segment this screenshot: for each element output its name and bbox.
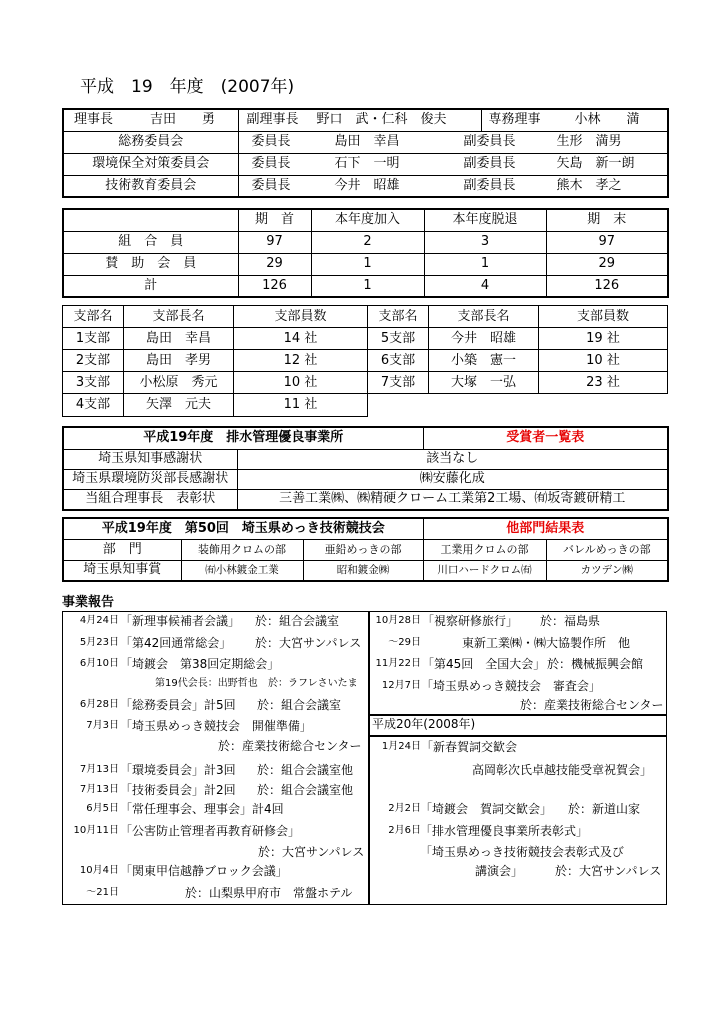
report-event: 「新春賀詞交歓会 bbox=[421, 740, 518, 754]
committee-row bbox=[63, 175, 668, 197]
membership-value: 97 bbox=[546, 231, 668, 253]
report-event-continued: 高岡彰次氏卓越技能受章祝賀会」 bbox=[472, 763, 653, 777]
executive-role: 専務理事 bbox=[488, 112, 541, 128]
chair-name: 吉田 勇 bbox=[150, 112, 216, 128]
vice-chair-names: 野口 武・仁科 俊夫 bbox=[316, 112, 447, 128]
branch-header: 支部名 bbox=[368, 306, 429, 328]
report-date: 2月6日 bbox=[388, 825, 421, 836]
committee-name: 技術教育委員会 bbox=[63, 175, 238, 197]
report-event: 「環境委員会」計3回 bbox=[120, 763, 236, 777]
competition-winners-row bbox=[63, 560, 668, 581]
committee-chair: 島田 幸昌 bbox=[334, 134, 400, 149]
report-place: 於：組合会議室他 bbox=[257, 783, 354, 797]
membership-total-row bbox=[63, 275, 668, 297]
membership-value: 3 bbox=[424, 231, 546, 253]
report-date: 1月24日 bbox=[381, 741, 421, 752]
report-place: 於：産業技術総合センター bbox=[520, 698, 664, 712]
branch-name: 5支部 bbox=[368, 328, 429, 350]
report-heading: 事業報告 bbox=[62, 595, 115, 610]
branch-leader: 小築 憲一 bbox=[429, 350, 539, 372]
membership-header: 本年度加入 bbox=[311, 209, 424, 231]
award-name: 当組合理事長 表彰状 bbox=[63, 489, 237, 510]
membership-table bbox=[62, 208, 669, 298]
competition-subtitle: 他部門結果表 bbox=[423, 518, 668, 539]
membership-header: 期 首 bbox=[238, 209, 311, 231]
report-date: 6月5日 bbox=[86, 803, 119, 814]
report-date: 7月3日 bbox=[86, 720, 119, 731]
division-name: 装飾用クロムの部 bbox=[181, 539, 303, 560]
report-place: 於：組合会議室 bbox=[255, 614, 340, 628]
membership-label: 組 合 員 bbox=[63, 231, 238, 253]
report-place: 於：大宮サンパレス bbox=[258, 845, 365, 859]
branches-table bbox=[62, 305, 668, 417]
report-event: 「総務委員会」計5回 bbox=[120, 698, 236, 712]
page-title: 平成 19 年度 (2007年) bbox=[80, 77, 295, 97]
membership-value: 29 bbox=[546, 253, 668, 275]
report-event: 「第45回 全国大会」 bbox=[422, 657, 546, 671]
branch-row bbox=[63, 350, 668, 372]
branch-leader: 島田 孝男 bbox=[124, 350, 234, 372]
committee-chair: 石下 一明 bbox=[334, 156, 400, 171]
report-event: 「関東甲信越静ブロック会議」 bbox=[120, 864, 288, 878]
report-visit-companies: 東新工業㈱・㈱大協製作所 他 bbox=[462, 636, 631, 650]
branch-leader: 小松原 秀元 bbox=[124, 372, 234, 394]
vice-chair-cell bbox=[238, 109, 481, 131]
report-event: 「視察研修旅行」 bbox=[422, 614, 519, 628]
report-date-end: ～21日 bbox=[86, 887, 119, 898]
branch-row bbox=[63, 328, 668, 350]
executive-name: 小林 満 bbox=[574, 112, 640, 128]
awards-title: 平成19年度 排水管理優良事業所 bbox=[63, 427, 423, 449]
report-date: 10月11日 bbox=[73, 825, 119, 836]
report-date-end: ～29日 bbox=[388, 637, 421, 648]
report-event-continued: 「埼玉県めっき技術競技会表彰式及び bbox=[420, 845, 624, 859]
branch-name: 4支部 bbox=[63, 394, 124, 417]
winner-name: ㈲小林鍍金工業 bbox=[181, 560, 303, 581]
competition-header-row bbox=[63, 518, 668, 539]
report-year-header: 平成20年(2008年) bbox=[372, 717, 476, 731]
award-row bbox=[63, 489, 668, 510]
branch-leader: 今井 昭雄 bbox=[429, 328, 539, 350]
committee-members bbox=[238, 175, 668, 197]
division-name: 亜鉛めっきの部 bbox=[303, 539, 423, 560]
branch-header: 支部員数 bbox=[539, 306, 668, 328]
report-subnote: 第19代会長：出野哲也 bbox=[155, 678, 258, 689]
branch-header: 支部名 bbox=[63, 306, 124, 328]
committee-chair: 今井 昭雄 bbox=[334, 177, 400, 193]
branch-count: 19 社 bbox=[539, 328, 668, 350]
committee-vice: 生形 満男 bbox=[556, 134, 622, 149]
report-place: 於：大宮サンパレス bbox=[255, 636, 362, 650]
membership-header-blank bbox=[63, 209, 238, 231]
membership-value: 1 bbox=[424, 253, 546, 275]
report-place: 於：新道山家 bbox=[568, 802, 641, 816]
award-recipient: 三善工業㈱、㈱精硬クローム工業第2工場、㈲坂寄鍍研精工 bbox=[237, 489, 668, 510]
awards-header-row bbox=[63, 427, 668, 449]
competition-title: 平成19年度 第50回 埼玉県めっき技術競技会 bbox=[63, 518, 423, 539]
committee-chair-role: 委員長 bbox=[251, 156, 291, 171]
branch-header: 支部長名 bbox=[124, 306, 234, 328]
committee-members bbox=[238, 153, 668, 175]
committee-vice: 熊木 孝之 bbox=[556, 177, 622, 193]
competition-divisions-row bbox=[63, 539, 668, 560]
report-date: 7月13日 bbox=[79, 784, 119, 795]
membership-header-row bbox=[63, 209, 668, 231]
membership-value: 2 bbox=[311, 231, 424, 253]
branch-leader: 大塚 一弘 bbox=[429, 372, 539, 394]
report-event: 「常任理事会、理事会」計4回 bbox=[120, 802, 284, 816]
membership-value: 1 bbox=[311, 275, 424, 297]
report-year-divider-bottom bbox=[368, 735, 667, 737]
award-row bbox=[63, 469, 668, 489]
committee-name: 総務委員会 bbox=[63, 131, 238, 153]
winner-name: 川口ハードクロム㈲ bbox=[423, 560, 546, 581]
branch-name: 1支部 bbox=[63, 328, 124, 350]
branch-name: 3支部 bbox=[63, 372, 124, 394]
report-date: 6月10日 bbox=[79, 658, 119, 669]
membership-value: 4 bbox=[424, 275, 546, 297]
committee-members bbox=[238, 131, 668, 153]
report-place: 於：福島県 bbox=[540, 614, 601, 628]
committee-row bbox=[63, 153, 668, 175]
award-recipient: 該当なし bbox=[237, 449, 668, 469]
membership-header: 本年度脱退 bbox=[424, 209, 546, 231]
report-place: 於：機械振興会館 bbox=[547, 657, 644, 671]
committee-vice-role: 副委員長 bbox=[463, 177, 516, 193]
branch-header: 支部員数 bbox=[234, 306, 368, 328]
awards-subtitle: 受賞者一覧表 bbox=[423, 427, 668, 449]
membership-value: 97 bbox=[238, 231, 311, 253]
report-place: 於：ラフレさいたま bbox=[268, 678, 358, 689]
report-place: 於：組合会議室 bbox=[257, 698, 342, 712]
report-event-continued: 講演会」 bbox=[475, 864, 524, 878]
committee-vice: 矢島 新一朗 bbox=[556, 156, 635, 171]
officers-row bbox=[63, 109, 668, 131]
report-date: 5月23日 bbox=[79, 637, 119, 648]
report-date: 2月2日 bbox=[388, 803, 421, 814]
prize-name: 埼玉県知事賞 bbox=[63, 560, 181, 581]
report-event: 「第42回通常総会」 bbox=[120, 636, 232, 650]
branch-empty-cell bbox=[368, 394, 668, 417]
report-date: 12月7日 bbox=[381, 680, 421, 691]
chair-cell bbox=[63, 109, 238, 131]
vice-chair-role: 副理事長 bbox=[246, 112, 299, 128]
awards-table bbox=[62, 426, 669, 511]
award-name: 埼玉県知事感謝状 bbox=[63, 449, 237, 469]
branch-leader: 矢澤 元夫 bbox=[124, 394, 234, 417]
report-date: 10月28日 bbox=[375, 615, 421, 626]
branch-count: 14 社 bbox=[234, 328, 368, 350]
committee-row bbox=[63, 131, 668, 153]
executive-cell bbox=[481, 109, 668, 131]
membership-header: 期 末 bbox=[546, 209, 668, 231]
report-date: 7月13日 bbox=[79, 764, 119, 775]
membership-value: 29 bbox=[238, 253, 311, 275]
competition-table bbox=[62, 517, 669, 582]
membership-label: 計 bbox=[63, 275, 238, 297]
report-event: 「技術委員会」計2回 bbox=[120, 783, 236, 797]
membership-row bbox=[63, 231, 668, 253]
branch-row bbox=[63, 394, 668, 417]
report-date: 6月28日 bbox=[79, 699, 119, 710]
branch-count: 23 社 bbox=[539, 372, 668, 394]
award-row bbox=[63, 449, 668, 469]
branch-header: 支部長名 bbox=[429, 306, 539, 328]
branch-name: 2支部 bbox=[63, 350, 124, 372]
membership-value: 1 bbox=[311, 253, 424, 275]
award-recipient: ㈱安藤化成 bbox=[237, 469, 668, 489]
report-date: 4月24日 bbox=[79, 615, 119, 626]
award-name: 埼玉県環境防災部長感謝状 bbox=[63, 469, 237, 489]
membership-row bbox=[63, 253, 668, 275]
report-event: 「排水管理優良事業所表彰式」 bbox=[420, 824, 589, 838]
membership-value: 126 bbox=[238, 275, 311, 297]
branch-name: 7支部 bbox=[368, 372, 429, 394]
report-event: 「埼玉県めっき競技会 開催準備」 bbox=[120, 719, 312, 733]
branches-header-row bbox=[63, 306, 668, 328]
report-date: 11月22日 bbox=[375, 658, 421, 669]
committee-name: 環境保全対策委員会 bbox=[63, 153, 238, 175]
winner-name: 昭和鍍金㈱ bbox=[303, 560, 423, 581]
branch-count: 12 社 bbox=[234, 350, 368, 372]
division-label: 部 門 bbox=[63, 539, 181, 560]
report-date: 10月4日 bbox=[79, 865, 119, 876]
division-name: 工業用クロムの部 bbox=[423, 539, 546, 560]
report-event: 「埼鍍会 第38回定期総会」 bbox=[120, 657, 280, 671]
chair-role: 理事長 bbox=[74, 112, 114, 128]
report-place: 於：組合会議室他 bbox=[257, 763, 354, 777]
committee-vice-role: 副委員長 bbox=[463, 134, 516, 149]
membership-value: 126 bbox=[546, 275, 668, 297]
branch-count: 10 社 bbox=[234, 372, 368, 394]
branch-count: 10 社 bbox=[539, 350, 668, 372]
report-place: 於：大宮サンパレス bbox=[555, 864, 662, 878]
membership-label: 賛 助 会 員 bbox=[63, 253, 238, 275]
report-place: 於：山梨県甲府市 常盤ホテル bbox=[185, 886, 353, 900]
committee-vice-role: 副委員長 bbox=[463, 156, 516, 171]
report-event: 「公害防止管理者再教育研修会」 bbox=[120, 824, 301, 838]
committee-chair-role: 委員長 bbox=[251, 134, 291, 149]
report-event: 「新理事候補者会議」 bbox=[120, 614, 241, 628]
branch-leader: 島田 幸昌 bbox=[124, 328, 234, 350]
report-event: 「埼玉県めっき競技会 審査会」 bbox=[421, 679, 601, 693]
committee-chair-role: 委員長 bbox=[251, 177, 291, 193]
branch-row bbox=[63, 372, 668, 394]
division-name: バレルめっきの部 bbox=[546, 539, 668, 560]
branch-count: 11 社 bbox=[234, 394, 368, 417]
report-event: 「埼鍍会 賀詞交歓会」 bbox=[420, 802, 553, 816]
branch-name: 6支部 bbox=[368, 350, 429, 372]
winner-name: カツデン㈱ bbox=[546, 560, 668, 581]
officers-table bbox=[62, 108, 669, 198]
report-place: 於：産業技術総合センター bbox=[218, 739, 362, 753]
